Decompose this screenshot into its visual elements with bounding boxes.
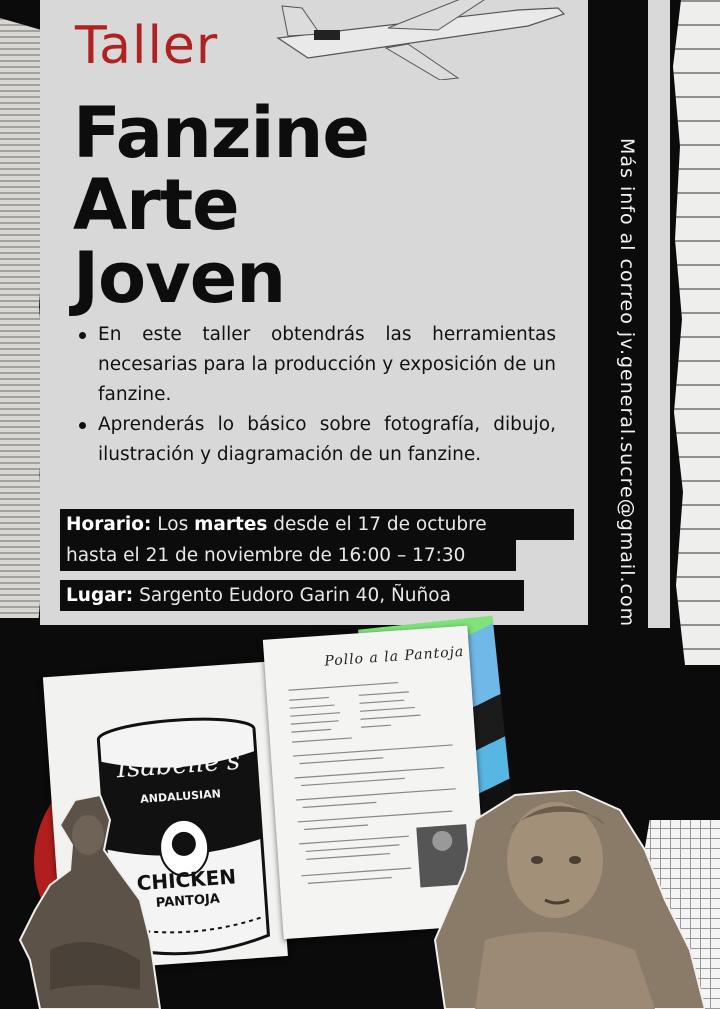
kicker-title: Taller: [75, 16, 219, 76]
airplane-icon: [268, 0, 568, 80]
title-line-2: Arte: [73, 164, 239, 246]
bullet-item: En este taller obtendrás las herramientas necesarias para la producción y exposición de un fanzine.: [76, 320, 556, 410]
contact-email-text: Más info al correo jv.general.sucre@gmail.com: [616, 138, 638, 628]
schedule-text-b: desde el 17 de octubre: [273, 514, 487, 535]
location-line: [60, 580, 524, 611]
schedule-line-1: [60, 509, 574, 540]
bullet-item: Aprenderás lo básico sobre fotografía, dibujo, ilustración y diagramación de un fanzine.: [76, 410, 556, 470]
title-line-1: Fanzine: [73, 92, 369, 174]
schedule-text-a: Los: [157, 514, 189, 535]
warrior-statue-image: [0, 790, 170, 1009]
can-line-1: ANDALUSIAN: [139, 787, 222, 806]
right-gray-panel: [648, 0, 670, 628]
recipe-title: Pollo a la Pantoja: [323, 643, 465, 670]
david-statue-image: [405, 790, 705, 1009]
schedule-day: martes: [194, 514, 268, 535]
can-brand: Isabelle's: [115, 745, 242, 785]
schedule-line-2: hasta el 21 de noviembre de 16:00 – 17:30: [60, 540, 516, 571]
can-line-2: CHICKEN: [135, 864, 237, 896]
schedule-label: Horario:: [66, 514, 152, 535]
location-label: Lugar:: [66, 585, 134, 606]
title-line-3: Joven: [73, 237, 286, 319]
location-value: Sargento Eudoro Garin 40, Ñuñoa: [139, 585, 451, 606]
bullet-list: [76, 320, 556, 470]
newspaper-clipping-right: [670, 0, 720, 665]
can-line-3: PANTOJA: [155, 891, 221, 911]
